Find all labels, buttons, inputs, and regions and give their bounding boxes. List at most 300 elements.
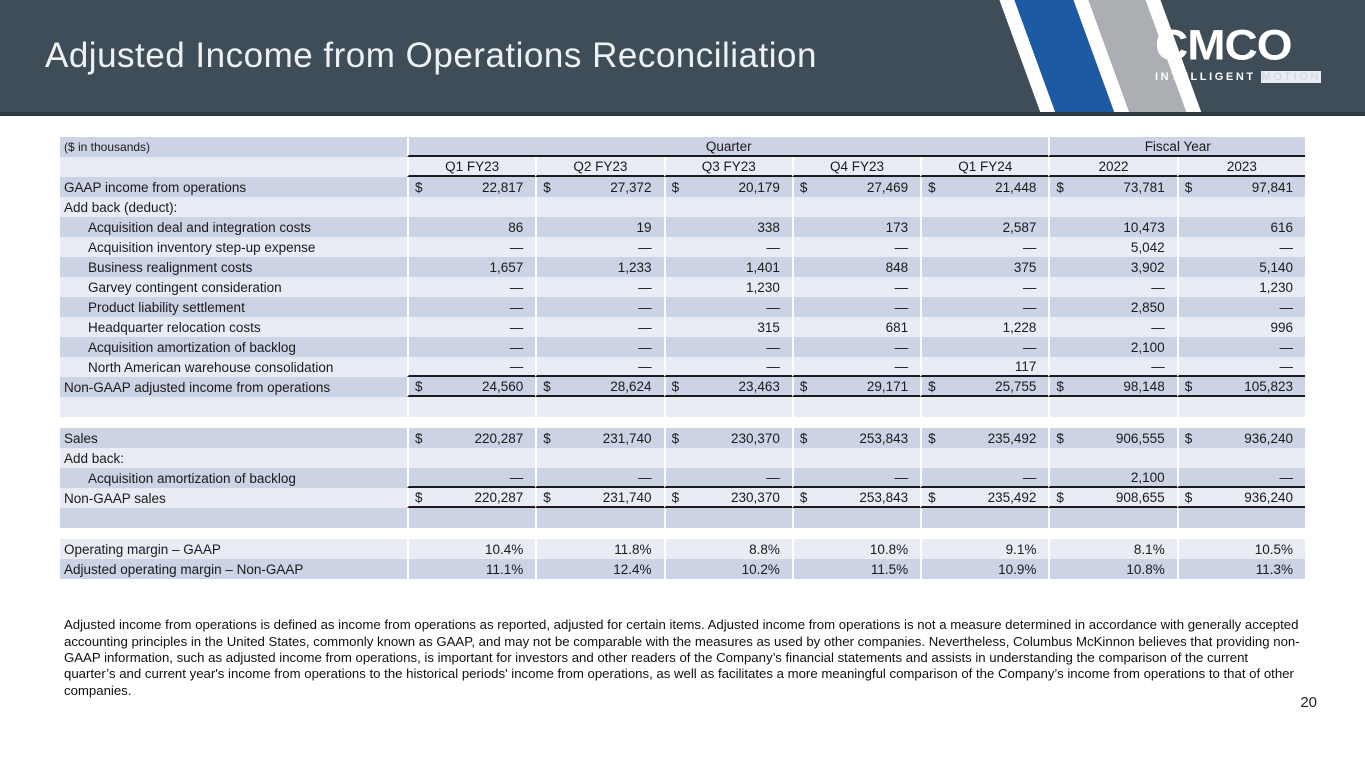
row-label: Operating margin – GAAP bbox=[60, 539, 407, 559]
currency-symbol: $ bbox=[671, 489, 680, 505]
cell-value: 73,781 bbox=[1123, 179, 1165, 195]
column-header: Q2 FY23 bbox=[535, 157, 663, 177]
value-cell bbox=[1048, 428, 1176, 448]
value-cell bbox=[535, 488, 663, 508]
row-label: Garvey contingent consideration bbox=[60, 277, 407, 297]
value-cell bbox=[664, 357, 792, 377]
cell-value: — bbox=[1279, 239, 1293, 255]
value-cell bbox=[920, 197, 1048, 217]
cell-value: — bbox=[894, 469, 909, 485]
cell-value: 848 bbox=[885, 259, 909, 275]
value-cell bbox=[407, 197, 535, 217]
cell-value: — bbox=[509, 339, 524, 355]
value-cell bbox=[1048, 217, 1176, 237]
cell-value: 5,140 bbox=[1259, 259, 1293, 275]
cell-value: 11.5% bbox=[870, 561, 909, 577]
cell-value: 2,850 bbox=[1130, 299, 1165, 315]
cell-value: — bbox=[509, 469, 524, 485]
table-row bbox=[60, 177, 1305, 197]
cell-value: — bbox=[509, 358, 524, 374]
row-label: Product liability settlement bbox=[60, 297, 407, 317]
value-cell bbox=[407, 177, 535, 197]
currency-symbol: $ bbox=[415, 489, 423, 505]
currency-symbol: $ bbox=[928, 179, 936, 195]
column-header: 2023 bbox=[1177, 157, 1305, 177]
cell-value: 2,100 bbox=[1130, 339, 1165, 355]
value-cell bbox=[792, 428, 920, 448]
value-cell bbox=[664, 539, 792, 559]
row-label: GAAP income from operations bbox=[60, 177, 407, 197]
value-cell bbox=[1048, 357, 1176, 377]
value-cell bbox=[920, 377, 1048, 397]
cell-value: 25,755 bbox=[995, 378, 1037, 394]
value-cell bbox=[407, 357, 535, 377]
cell-value: 24,560 bbox=[481, 378, 524, 394]
currency-symbol: $ bbox=[415, 430, 423, 446]
table-row bbox=[60, 317, 1305, 337]
value-cell bbox=[1048, 237, 1176, 257]
value-cell bbox=[664, 488, 792, 508]
cell-value: — bbox=[766, 358, 780, 374]
value-cell bbox=[920, 468, 1048, 488]
value-cell bbox=[792, 377, 920, 397]
value-cell bbox=[920, 428, 1048, 448]
cell-value: — bbox=[1279, 339, 1293, 355]
cell-value: — bbox=[638, 299, 652, 315]
footnote-text: Adjusted income from operations is defined as income from operations as reported, adjusted for certain items. Adjusted income from operations is not a measure determined in accordance with generally accepted accounting principles in the United States, commonly known as GAAP, and may not be comparable with the measures as used by other companies. Nevertheless, Columbus McKinnon believes that providing non-GAAP information, such as adjusted income from operations, is important for investors and other readers of the Company’s financial statements and assists in understanding the comparison of the current quarter’s and current year's income from operations to the historical periods' income from operations, as well as facilitates a more meaningful comparison of the Company’s income from operations to that of other companies. bbox=[64, 617, 1300, 698]
value-cell bbox=[920, 539, 1048, 559]
value-cell bbox=[920, 257, 1048, 277]
value-cell bbox=[1177, 448, 1305, 468]
row-label: Add back (deduct): bbox=[60, 197, 407, 217]
value-cell bbox=[1048, 397, 1176, 417]
cell-value: 1,233 bbox=[617, 259, 652, 275]
currency-symbol: $ bbox=[1184, 179, 1193, 195]
value-cell bbox=[535, 539, 663, 559]
cell-value: 1,401 bbox=[746, 259, 780, 275]
value-cell bbox=[1048, 488, 1176, 508]
value-cell bbox=[664, 317, 792, 337]
value-cell bbox=[664, 508, 792, 528]
table-row bbox=[60, 539, 1305, 559]
table-column-header-row bbox=[60, 157, 1305, 177]
logo-tagline bbox=[1155, 71, 1321, 83]
table-row bbox=[60, 428, 1305, 448]
currency-symbol: $ bbox=[671, 430, 680, 446]
value-cell bbox=[920, 217, 1048, 237]
cell-value: 11.1% bbox=[486, 561, 524, 577]
value-cell bbox=[792, 508, 920, 528]
value-cell bbox=[664, 468, 792, 488]
cell-value: 235,492 bbox=[987, 430, 1037, 446]
currency-symbol: $ bbox=[1056, 489, 1064, 505]
table-row bbox=[60, 217, 1305, 237]
table-row bbox=[60, 468, 1305, 488]
cell-value: 253,843 bbox=[859, 430, 909, 446]
value-cell bbox=[792, 488, 920, 508]
currency-symbol: $ bbox=[671, 179, 680, 195]
cell-value: — bbox=[766, 469, 780, 485]
value-cell bbox=[1048, 539, 1176, 559]
cell-value: 98,148 bbox=[1123, 378, 1165, 394]
value-cell bbox=[1177, 337, 1305, 357]
row-label: Non-GAAP sales bbox=[60, 488, 407, 508]
value-cell bbox=[792, 277, 920, 297]
table-row bbox=[60, 197, 1305, 217]
value-cell bbox=[1177, 357, 1305, 377]
value-cell bbox=[792, 468, 920, 488]
value-cell bbox=[1177, 217, 1305, 237]
cell-value: — bbox=[509, 299, 524, 315]
currency-symbol: $ bbox=[1184, 430, 1193, 446]
cell-value: — bbox=[766, 299, 780, 315]
cell-value: 230,370 bbox=[731, 430, 780, 446]
value-cell bbox=[1048, 337, 1176, 357]
cell-value: 908,655 bbox=[1115, 489, 1165, 505]
value-cell bbox=[407, 428, 535, 448]
value-cell bbox=[792, 237, 920, 257]
value-cell bbox=[535, 357, 663, 377]
row-label: Headquarter relocation costs bbox=[60, 317, 407, 337]
value-cell bbox=[535, 559, 663, 579]
value-cell bbox=[792, 357, 920, 377]
cell-value: — bbox=[766, 239, 780, 255]
cell-value: 20,179 bbox=[738, 179, 780, 195]
cell-value: 230,370 bbox=[731, 489, 780, 505]
cell-value: — bbox=[1022, 279, 1037, 295]
currency-symbol: $ bbox=[928, 430, 936, 446]
cell-value: — bbox=[1022, 299, 1037, 315]
cell-value: 2,587 bbox=[1002, 219, 1037, 235]
cell-value: 10.8% bbox=[869, 541, 909, 557]
value-cell bbox=[1177, 488, 1305, 508]
value-cell bbox=[792, 317, 920, 337]
value-cell bbox=[1048, 277, 1176, 297]
value-cell bbox=[1177, 317, 1305, 337]
cell-value: 2,100 bbox=[1130, 469, 1165, 485]
currency-symbol: $ bbox=[1184, 378, 1193, 394]
value-cell bbox=[535, 317, 663, 337]
cell-value: 11.3% bbox=[1255, 561, 1293, 577]
value-cell bbox=[792, 217, 920, 237]
cell-value: 27,469 bbox=[866, 179, 909, 195]
value-cell bbox=[1177, 397, 1305, 417]
table-row bbox=[60, 357, 1305, 377]
value-cell bbox=[664, 377, 792, 397]
cell-value: — bbox=[509, 239, 524, 255]
cell-value: 21,448 bbox=[995, 179, 1037, 195]
value-cell bbox=[407, 468, 535, 488]
currency-symbol: $ bbox=[543, 378, 551, 394]
value-cell bbox=[920, 297, 1048, 317]
logo-tagline-light: MOTION bbox=[1261, 71, 1321, 83]
value-cell bbox=[792, 337, 920, 357]
value-cell bbox=[664, 217, 792, 237]
value-cell bbox=[1048, 257, 1176, 277]
cell-value: 936,240 bbox=[1244, 430, 1293, 446]
cell-value: — bbox=[1022, 239, 1037, 255]
value-cell bbox=[920, 397, 1048, 417]
value-cell bbox=[920, 317, 1048, 337]
value-cell bbox=[407, 317, 535, 337]
reconciliation-table bbox=[60, 137, 1305, 579]
cell-value: 29,171 bbox=[866, 378, 909, 394]
value-cell bbox=[535, 177, 663, 197]
cell-value: — bbox=[638, 358, 652, 374]
currency-symbol: $ bbox=[543, 489, 551, 505]
cell-value: 105,823 bbox=[1244, 378, 1293, 394]
value-cell bbox=[1177, 257, 1305, 277]
value-cell bbox=[1048, 297, 1176, 317]
cell-value: 1,230 bbox=[1259, 279, 1293, 295]
value-cell bbox=[407, 539, 535, 559]
cell-value: — bbox=[894, 299, 909, 315]
logo-wordmark: CMCO bbox=[1155, 21, 1292, 69]
currency-symbol: $ bbox=[543, 179, 551, 195]
page-title: Adjusted Income from Operations Reconciliation bbox=[45, 36, 817, 75]
cell-value: 375 bbox=[1013, 259, 1037, 275]
table-spacer-row bbox=[60, 528, 1305, 539]
column-header: Q4 FY23 bbox=[792, 157, 920, 177]
row-label: Acquisition deal and integration costs bbox=[60, 217, 407, 237]
value-cell bbox=[664, 257, 792, 277]
cell-value: 10.8% bbox=[1126, 561, 1165, 577]
value-cell bbox=[407, 488, 535, 508]
row-label: Adjusted operating margin – Non-GAAP bbox=[60, 559, 407, 579]
value-cell bbox=[535, 448, 663, 468]
value-cell bbox=[407, 448, 535, 468]
cell-value: 10.4% bbox=[485, 541, 524, 557]
value-cell bbox=[664, 177, 792, 197]
currency-symbol: $ bbox=[671, 378, 680, 394]
cell-value: — bbox=[766, 339, 780, 355]
value-cell bbox=[407, 559, 535, 579]
logo-tagline-bold: INTELLIGENT bbox=[1155, 71, 1256, 83]
page-number: 20 bbox=[1300, 694, 1317, 711]
value-cell bbox=[1048, 468, 1176, 488]
cell-value: 996 bbox=[1270, 319, 1293, 335]
value-cell bbox=[1177, 377, 1305, 397]
cell-value: — bbox=[1279, 299, 1293, 315]
value-cell bbox=[792, 559, 920, 579]
cell-value: — bbox=[1279, 358, 1293, 374]
value-cell bbox=[1177, 177, 1305, 197]
cell-value: 906,555 bbox=[1115, 430, 1165, 446]
value-cell bbox=[664, 559, 792, 579]
cell-value: — bbox=[509, 319, 524, 335]
value-cell bbox=[535, 257, 663, 277]
cell-value: 231,740 bbox=[602, 430, 652, 446]
value-cell bbox=[535, 397, 663, 417]
cell-value: 22,817 bbox=[481, 179, 524, 195]
value-cell bbox=[535, 428, 663, 448]
cell-value: — bbox=[894, 339, 909, 355]
cell-value: — bbox=[894, 358, 909, 374]
value-cell bbox=[920, 508, 1048, 528]
value-cell bbox=[535, 337, 663, 357]
table-blank-row bbox=[60, 508, 1305, 528]
value-cell bbox=[1048, 508, 1176, 528]
table-spacer-row bbox=[60, 417, 1305, 428]
value-cell bbox=[920, 277, 1048, 297]
value-cell bbox=[1177, 277, 1305, 297]
value-cell bbox=[407, 217, 535, 237]
cell-value: — bbox=[1279, 469, 1293, 485]
cell-value: 117 bbox=[1014, 358, 1037, 374]
cell-value: 27,372 bbox=[610, 179, 652, 195]
table-row bbox=[60, 257, 1305, 277]
cell-value: 681 bbox=[885, 319, 909, 335]
value-cell bbox=[792, 257, 920, 277]
currency-symbol: $ bbox=[928, 378, 936, 394]
value-cell bbox=[1048, 448, 1176, 468]
units-label: ($ in thousands) bbox=[60, 137, 407, 157]
currency-symbol: $ bbox=[799, 179, 808, 195]
cell-value: — bbox=[1022, 469, 1037, 485]
cell-value: — bbox=[1151, 358, 1165, 374]
currency-symbol: $ bbox=[799, 430, 808, 446]
value-cell bbox=[664, 297, 792, 317]
column-header: Q1 FY24 bbox=[920, 157, 1048, 177]
value-cell bbox=[1177, 428, 1305, 448]
value-cell bbox=[792, 397, 920, 417]
currency-symbol: $ bbox=[799, 378, 808, 394]
cell-value: 10,473 bbox=[1123, 219, 1165, 235]
table-row bbox=[60, 559, 1305, 579]
row-label: Acquisition inventory step-up expense bbox=[60, 237, 407, 257]
company-logo bbox=[1155, 22, 1321, 83]
currency-symbol: $ bbox=[1056, 179, 1064, 195]
table-row bbox=[60, 297, 1305, 317]
value-cell bbox=[920, 448, 1048, 468]
cell-value: 1,228 bbox=[1002, 319, 1037, 335]
cell-value: 8.8% bbox=[749, 541, 780, 557]
value-cell bbox=[664, 237, 792, 257]
group-header-fiscal-year: Fiscal Year bbox=[1048, 137, 1305, 157]
value-cell bbox=[535, 217, 663, 237]
value-cell bbox=[920, 488, 1048, 508]
currency-symbol: $ bbox=[1056, 430, 1064, 446]
cell-value: 23,463 bbox=[738, 378, 780, 394]
value-cell bbox=[664, 397, 792, 417]
value-cell bbox=[664, 428, 792, 448]
header-band bbox=[0, 0, 1365, 116]
table-row bbox=[60, 488, 1305, 508]
row-label bbox=[60, 508, 407, 528]
value-cell bbox=[1177, 539, 1305, 559]
cell-value: 936,240 bbox=[1244, 489, 1293, 505]
cell-value: — bbox=[894, 279, 909, 295]
currency-symbol: $ bbox=[415, 179, 423, 195]
value-cell bbox=[920, 237, 1048, 257]
row-label: Acquisition amortization of backlog bbox=[60, 468, 407, 488]
cell-value: 253,843 bbox=[859, 489, 909, 505]
cell-value: 8.1% bbox=[1133, 541, 1165, 557]
cell-value: 97,841 bbox=[1251, 179, 1293, 195]
value-cell bbox=[407, 237, 535, 257]
value-cell bbox=[535, 237, 663, 257]
value-cell bbox=[664, 448, 792, 468]
currency-symbol: $ bbox=[799, 489, 808, 505]
cell-value: 616 bbox=[1270, 219, 1293, 235]
value-cell bbox=[535, 377, 663, 397]
cell-value: — bbox=[638, 319, 652, 335]
value-cell bbox=[792, 297, 920, 317]
cell-value: — bbox=[894, 239, 909, 255]
value-cell bbox=[1048, 177, 1176, 197]
value-cell bbox=[407, 508, 535, 528]
value-cell bbox=[1177, 508, 1305, 528]
cell-value: 9.1% bbox=[1005, 541, 1037, 557]
cell-value: — bbox=[638, 279, 652, 295]
cell-value: 19 bbox=[636, 219, 652, 235]
cell-value: — bbox=[1151, 279, 1165, 295]
cell-value: 220,287 bbox=[474, 489, 524, 505]
value-cell bbox=[920, 177, 1048, 197]
value-cell bbox=[407, 397, 535, 417]
cell-value: — bbox=[638, 339, 652, 355]
currency-symbol: $ bbox=[1056, 378, 1064, 394]
value-cell bbox=[664, 277, 792, 297]
cell-value: 3,902 bbox=[1130, 259, 1165, 275]
currency-symbol: $ bbox=[928, 489, 936, 505]
cell-value: 173 bbox=[885, 219, 909, 235]
table-row bbox=[60, 448, 1305, 468]
table-row bbox=[60, 337, 1305, 357]
value-cell bbox=[407, 277, 535, 297]
table-blank-row bbox=[60, 397, 1305, 417]
cell-value: 10.9% bbox=[998, 561, 1037, 577]
cell-value: 235,492 bbox=[987, 489, 1037, 505]
cell-value: 12.4% bbox=[613, 561, 652, 577]
value-cell bbox=[1177, 559, 1305, 579]
table-row bbox=[60, 237, 1305, 257]
cell-value: 10.5% bbox=[1254, 541, 1293, 557]
cell-value: 231,740 bbox=[602, 489, 652, 505]
value-cell bbox=[1048, 377, 1176, 397]
cell-value: — bbox=[638, 469, 652, 485]
cell-value: — bbox=[1151, 319, 1165, 335]
value-cell bbox=[792, 448, 920, 468]
value-cell bbox=[407, 257, 535, 277]
cell-value: 5,042 bbox=[1130, 239, 1165, 255]
group-header-quarter: Quarter bbox=[407, 137, 1048, 157]
value-cell bbox=[664, 197, 792, 217]
currency-symbol: $ bbox=[543, 430, 551, 446]
value-cell bbox=[1048, 559, 1176, 579]
value-cell bbox=[920, 337, 1048, 357]
value-cell bbox=[535, 277, 663, 297]
column-header: Q3 FY23 bbox=[664, 157, 792, 177]
value-cell bbox=[920, 559, 1048, 579]
cell-value: 86 bbox=[508, 219, 524, 235]
value-cell bbox=[407, 337, 535, 357]
currency-symbol: $ bbox=[415, 378, 423, 394]
row-label: North American warehouse consolidation bbox=[60, 357, 407, 377]
value-cell bbox=[535, 297, 663, 317]
cell-value: — bbox=[509, 279, 524, 295]
value-cell bbox=[1177, 237, 1305, 257]
value-cell bbox=[1048, 197, 1176, 217]
column-header: 2022 bbox=[1048, 157, 1176, 177]
value-cell bbox=[792, 177, 920, 197]
value-cell bbox=[1177, 297, 1305, 317]
value-cell bbox=[664, 337, 792, 357]
cell-value: 220,287 bbox=[474, 430, 524, 446]
cell-value: — bbox=[638, 239, 652, 255]
cell-value: 10.2% bbox=[741, 561, 780, 577]
value-cell bbox=[407, 297, 535, 317]
